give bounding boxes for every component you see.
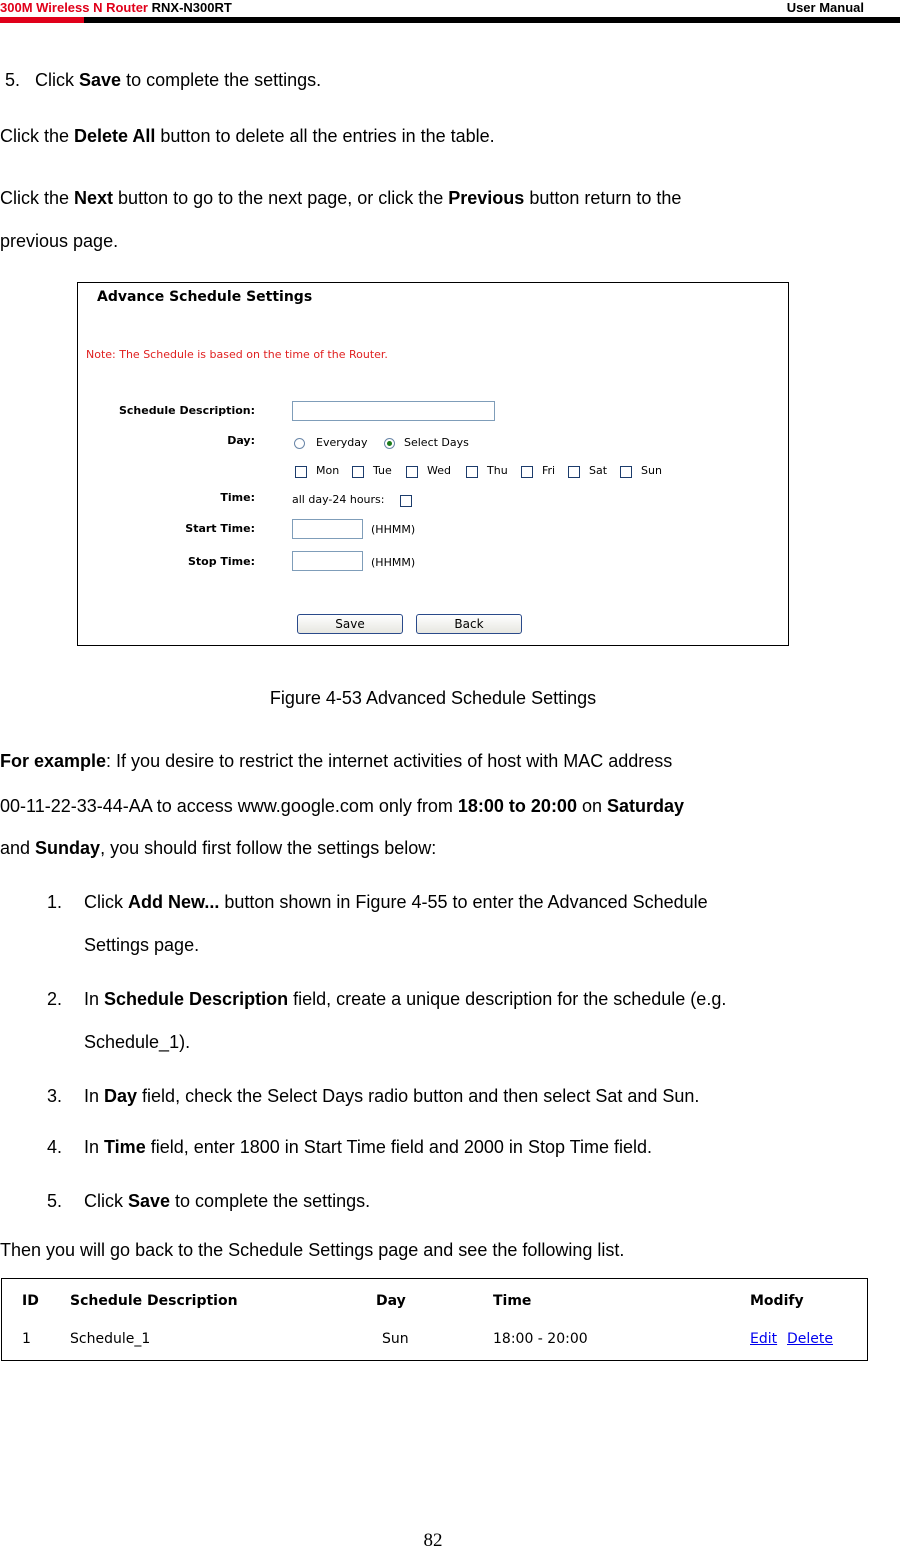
figure-caption: Figure 4-53 Advanced Schedule Settings bbox=[269, 688, 597, 708]
step-1 bbox=[84, 891, 708, 913]
example-lead: For example bbox=[0, 751, 107, 771]
everyday-radio[interactable] bbox=[294, 438, 305, 449]
day-label-sat: Sat bbox=[589, 464, 608, 477]
step-5-pre: Click bbox=[84, 1191, 128, 1211]
stop-time-label: Stop Time: bbox=[187, 555, 255, 568]
schedule-description-input[interactable] bbox=[292, 401, 495, 421]
row-time: 18:00 - 20:00 bbox=[493, 1331, 588, 1347]
stop-time-format: (HHMM) bbox=[371, 556, 416, 569]
intro-step5-num: 5. bbox=[5, 70, 21, 90]
header-model: RNX-N300RT bbox=[151, 0, 232, 15]
example-line1 bbox=[0, 750, 672, 772]
intro-next-post: button return to the bbox=[524, 188, 682, 208]
step-3-num: 3. bbox=[47, 1086, 63, 1106]
step-4-num: 4. bbox=[47, 1137, 63, 1157]
day-checkbox-fri[interactable] bbox=[521, 466, 533, 478]
start-time-format: (HHMM) bbox=[371, 523, 416, 536]
day-checkbox-thu[interactable] bbox=[466, 466, 478, 478]
step-2-cont: Schedule_1). bbox=[84, 1032, 191, 1052]
then-text: Then you will go back to the Schedule Settings page and see the following list. bbox=[0, 1240, 625, 1260]
intro-delete-post: button to delete all the entries in the table. bbox=[155, 126, 495, 146]
intro-delete-pre: Click the bbox=[0, 126, 75, 146]
day-label-thu: Thu bbox=[487, 464, 508, 477]
step-3 bbox=[84, 1085, 699, 1107]
back-button[interactable]: Back bbox=[416, 614, 522, 634]
time-label: Time: bbox=[220, 491, 255, 504]
intro-step5 bbox=[5, 69, 321, 91]
intro-step5-post: to complete the settings. bbox=[121, 70, 322, 90]
step-4-post: field, enter 1800 in Start Time field and 2000 in Stop Time field. bbox=[145, 1137, 652, 1157]
step-1-bold: Add New... bbox=[128, 892, 220, 912]
page-header bbox=[0, 0, 900, 26]
step-4-pre: In bbox=[84, 1137, 105, 1157]
example-line3-pre: and bbox=[0, 838, 36, 858]
col-header-description: Schedule Description bbox=[70, 1293, 238, 1309]
intro-step5-bold: Save bbox=[79, 70, 122, 90]
step-5-post: to complete the settings. bbox=[170, 1191, 371, 1211]
example-line2 bbox=[0, 795, 684, 817]
step-2-pre: In bbox=[84, 989, 105, 1009]
step-1-num: 1. bbox=[47, 892, 63, 912]
figure-note: Note: The Schedule is based on the time of the Router. bbox=[86, 348, 388, 361]
intro-step5-pre: Click bbox=[35, 70, 80, 90]
header-manual: User Manual bbox=[786, 0, 864, 15]
step-4-bold: Time bbox=[104, 1137, 146, 1157]
example-line1-rest: : If you desire to restrict the internet activities of host with MAC address bbox=[106, 751, 673, 771]
intro-next-line2: previous page. bbox=[0, 231, 119, 251]
example-saturday: Saturday bbox=[607, 796, 685, 816]
step-3-bold: Day bbox=[104, 1086, 138, 1106]
example-line3-post: , you should first follow the settings below: bbox=[100, 838, 437, 858]
day-checkbox-tue[interactable] bbox=[352, 466, 364, 478]
example-sunday: Sunday bbox=[35, 838, 101, 858]
day-checkbox-sat[interactable] bbox=[568, 466, 580, 478]
col-header-day: Day bbox=[376, 1293, 406, 1309]
schedule-description-label: Schedule Description: bbox=[118, 404, 255, 417]
start-time-label: Start Time: bbox=[185, 522, 255, 535]
step-2 bbox=[84, 988, 726, 1010]
step-2-bold: Schedule Description bbox=[104, 989, 289, 1009]
stop-time-input[interactable] bbox=[292, 551, 363, 571]
header-rule bbox=[0, 17, 900, 23]
schedule-list-table bbox=[1, 1278, 868, 1361]
start-time-input[interactable] bbox=[292, 519, 363, 539]
example-line2-pre: 00-11-22-33-44-AA to access www.google.com only from bbox=[0, 796, 458, 816]
example-line2-mid: on bbox=[576, 796, 607, 816]
header-rule-accent bbox=[0, 17, 84, 23]
day-label: Day: bbox=[227, 434, 255, 447]
all-day-checkbox[interactable] bbox=[400, 495, 412, 507]
intro-next-bold: Next bbox=[74, 188, 114, 208]
example-time-range: 18:00 to 20:00 bbox=[457, 796, 577, 816]
select-days-label: Select Days bbox=[404, 436, 469, 449]
step-2-num: 2. bbox=[47, 989, 63, 1009]
col-header-modify: Modify bbox=[750, 1293, 804, 1309]
figure-title: Advance Schedule Settings bbox=[97, 289, 313, 305]
step-5-bold: Save bbox=[128, 1191, 171, 1211]
day-label-wed: Wed bbox=[427, 464, 451, 477]
day-label-sun: Sun bbox=[641, 464, 662, 477]
intro-next bbox=[0, 187, 681, 209]
step-1-post: button shown in Figure 4-55 to enter the Advanced Schedule bbox=[219, 892, 708, 912]
intro-next-mid: button to go to the next page, or click the bbox=[113, 188, 449, 208]
step-5-num: 5. bbox=[47, 1191, 63, 1211]
header-product-name: 300M Wireless N Router bbox=[0, 0, 148, 15]
col-header-id: ID bbox=[22, 1293, 39, 1309]
header-product bbox=[0, 0, 232, 15]
intro-delete-bold: Delete All bbox=[74, 126, 156, 146]
day-checkbox-mon[interactable] bbox=[295, 466, 307, 478]
everyday-label: Everyday bbox=[316, 436, 368, 449]
page-number: 82 bbox=[423, 1530, 443, 1551]
intro-delete bbox=[0, 125, 495, 147]
step-1-cont: Settings page. bbox=[84, 935, 200, 955]
row-id: 1 bbox=[22, 1331, 31, 1347]
step-4 bbox=[84, 1136, 652, 1158]
step-5 bbox=[84, 1190, 370, 1212]
save-button[interactable]: Save bbox=[297, 614, 403, 634]
col-header-time: Time bbox=[493, 1293, 532, 1309]
intro-next-pre: Click the bbox=[0, 188, 75, 208]
step-3-post: field, check the Select Days radio button and then select Sat and Sun. bbox=[137, 1086, 700, 1106]
day-label-fri: Fri bbox=[542, 464, 556, 477]
select-days-radio[interactable] bbox=[384, 438, 395, 449]
advance-schedule-settings-figure bbox=[77, 282, 789, 646]
all-day-label: all day-24 hours: bbox=[292, 493, 385, 506]
day-label-mon: Mon bbox=[316, 464, 340, 477]
delete-link[interactable]: Delete bbox=[787, 1331, 833, 1347]
row-day: Sun bbox=[382, 1331, 409, 1347]
day-checkbox-sun[interactable] bbox=[620, 466, 632, 478]
row-description: Schedule_1 bbox=[70, 1331, 151, 1347]
step-1-pre: Click bbox=[84, 892, 128, 912]
edit-link[interactable]: Edit bbox=[750, 1331, 778, 1347]
day-checkbox-wed[interactable] bbox=[406, 466, 418, 478]
intro-prev-bold: Previous bbox=[448, 188, 525, 208]
example-line3 bbox=[0, 837, 436, 859]
step-3-pre: In bbox=[84, 1086, 105, 1106]
day-label-tue: Tue bbox=[373, 464, 392, 477]
step-2-post: field, create a unique description for the schedule (e.g. bbox=[288, 989, 727, 1009]
